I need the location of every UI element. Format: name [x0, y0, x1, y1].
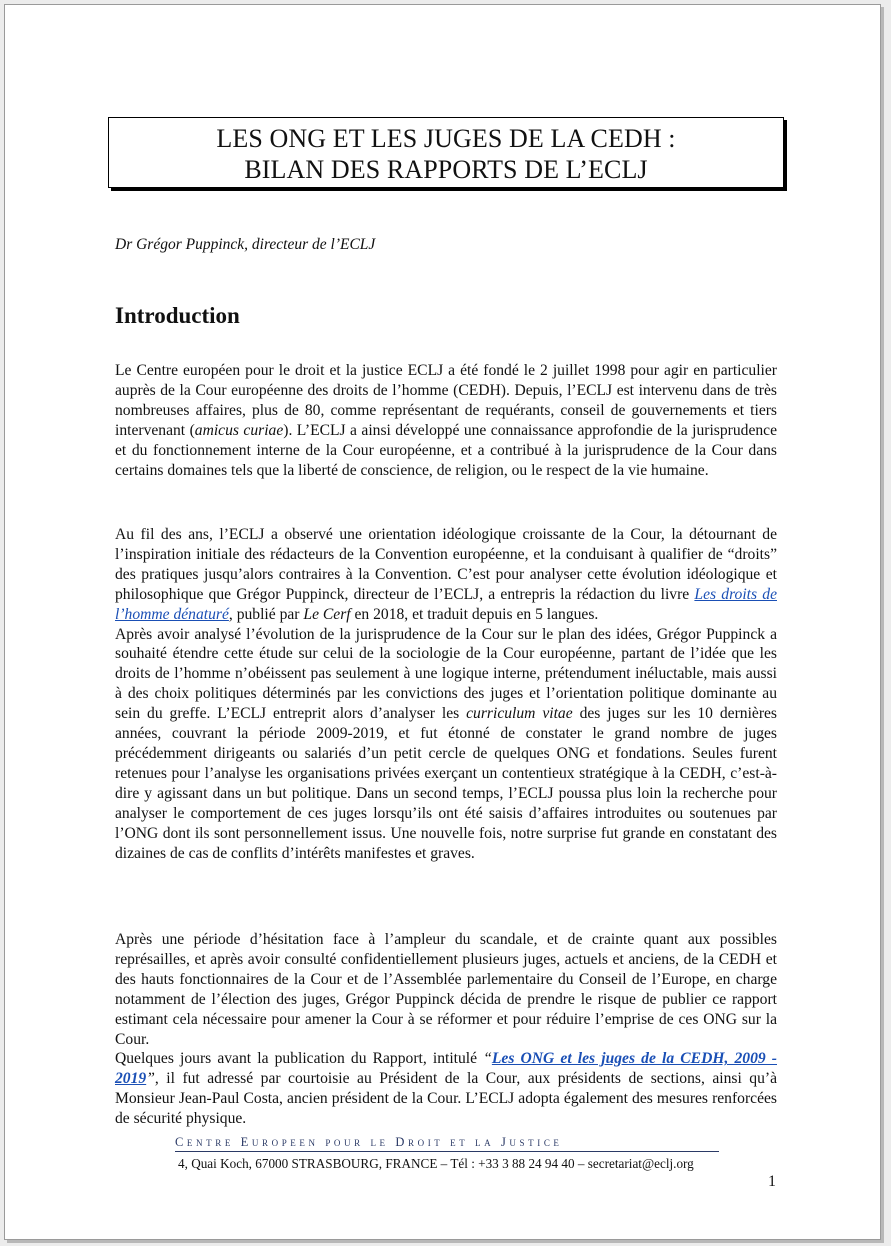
paragraph-3-text: Après avoir analysé l’évolution de la jurisprudence de la Cour sur le plan des idées, Grégor Puppinck a souhaité étendre cette étude sur celui de la sociologie de la Cour européenne, partant de l’idée que les droits de l’homme n’obéissent pas seulement à une logique interne, prétendument inéluctable, mais aussi à des choix politiques déterminés par les convictions des juges et l’orientation politique dominante au sein du greffe. L’ECLJ entreprit alors d’analyser les	[115, 625, 777, 723]
paragraph-5-text-end: , il fut adressé par courtoisie au Président de la Cour, aux présidents de sections, ainsi qu’à Monsieur Jean-Paul Costa, ancien président de la Cour. L’ECLJ adopta également des mesures renforcées de sécurité physique.	[115, 1070, 777, 1128]
document-page	[4, 4, 881, 1240]
section-heading: Introduction	[115, 303, 240, 328]
paragraph-1	[115, 361, 777, 480]
quote-open: “	[483, 1050, 492, 1068]
footer-address: 4, Quai Koch, 67000 STRASBOURG, FRANCE – Tél : +33 3 88 24 94 40 – secretariat@eclj.org	[178, 1156, 694, 1171]
title-box	[108, 117, 784, 188]
paragraph-2-text: Au fil des ans, l’ECLJ a observé une orientation idéologique croissante de la Cour, la détournant de l’inspiration initiale des rédacteurs de la Convention européenne, et la conduisant à qualifier de “droits” des pratiques jusqu’alors contraires à la Convention. C’est pour analyser cette évolution idéologique et philosophique que Grégor Puppinck, directeur de l’ECLJ, a entrepris la rédaction du livre	[115, 526, 777, 603]
paragraph-4: Après une période d’hésitation face à l’ampleur du scandale, et de crainte quant aux possibles représailles, et après avoir consulté confidentiellement plusieurs juges, actuels et anciens, de la CEDH et des hauts fonctionnaires de la Cour et de l’Assemblée parlementaire du Conseil de l’Europe, en charge notamment de l’élection des juges, Grégor Puppinck décida de prendre le risque de publier ce rapport estimant cela nécessaire pour amener la Cour à se réformer et pour réduire l’emprise de ces ONG sur la Cour.	[115, 931, 777, 1048]
title-line-1: LES ONG ET LES JUGES DE LA CEDH :	[216, 124, 676, 153]
paragraph-2-text-end: en 2018, et traduit depuis en 5 langues.	[350, 605, 599, 623]
quote-close: ”	[146, 1070, 155, 1088]
curriculum-vitae-italic: curriculum vitae	[466, 705, 573, 723]
footer-divider	[175, 1151, 719, 1152]
paragraph-2-3	[115, 525, 777, 863]
author-line: Dr Grégor Puppinck, directeur de l’ECLJ	[115, 236, 376, 253]
page-number: 1	[768, 1173, 776, 1190]
paragraph-2	[115, 525, 777, 625]
title-line-2: BILAN DES RAPPORTS DE L’ECLJ	[244, 155, 648, 184]
paragraph-5-text: Quelques jours avant la publication du Rapport, intitulé	[115, 1050, 484, 1068]
amicus-curiae-italic: amicus curiae	[194, 421, 284, 439]
book-link[interactable]: Les droits de l’homme dénaturé	[115, 585, 777, 623]
paragraph-4-5	[115, 930, 777, 1129]
publisher-italic: Le Cerf	[303, 605, 351, 623]
paragraph-2-text-mid: , publié par	[228, 605, 304, 623]
paragraph-1-text-end: ). L’ECLJ a ainsi développé une connaissance approfondie de la jurisprudence et du fonctionnement interne de la Cour européenne, et a contribué à la jurisprudence de la Cour dans certains domaines tels que la liberté de conscience, de religion, ou le respect de la vie humaine.	[115, 421, 777, 479]
paragraph-1-text: Le Centre européen pour le droit et la justice ECLJ a été fondé le 2 juillet 1998 pour agir en particulier auprès de la Cour européenne des droits de l’homme (CEDH). Depuis, l’ECLJ est intervenu dans de très nombreuses affaires, plus de 80, comme représentant de requérants, conseil de gouvernements et tiers intervenant (	[115, 362, 777, 439]
paragraph-3	[115, 625, 777, 864]
paragraph-3-text-end: des juges sur les 10 dernières années, couvrant la période 2009-2019, et fut étonné de constater le grand nombre de juges précédemment dirigeants ou salariés d’un petit cercle de quelques ONG et fondations. Seules furent retenues pour l’analyse les organisations privées exerçant un contentieux stratégique à la CEDH, c’est-à-dire y agissant dans un but politique. Dans un second temps, l’ECLJ poussa plus loin la recherche pour analyser le comportement de ces juges lorsqu’ils ont été saisis d’affaires introduites ou soutenues par l’ONG dont ils sont personnellement issus. Une nouvelle fois, notre surprise fut grande en constatant des dizaines de cas de conflits d’intérêts manifestes et graves.	[115, 705, 778, 862]
report-link[interactable]: Les ONG et les juges de la CEDH, 2009 - 2019	[115, 1050, 777, 1088]
paragraph-5	[115, 1049, 777, 1129]
footer-organization: Centre Europeen pour le Droit et la Justice	[175, 1135, 563, 1149]
